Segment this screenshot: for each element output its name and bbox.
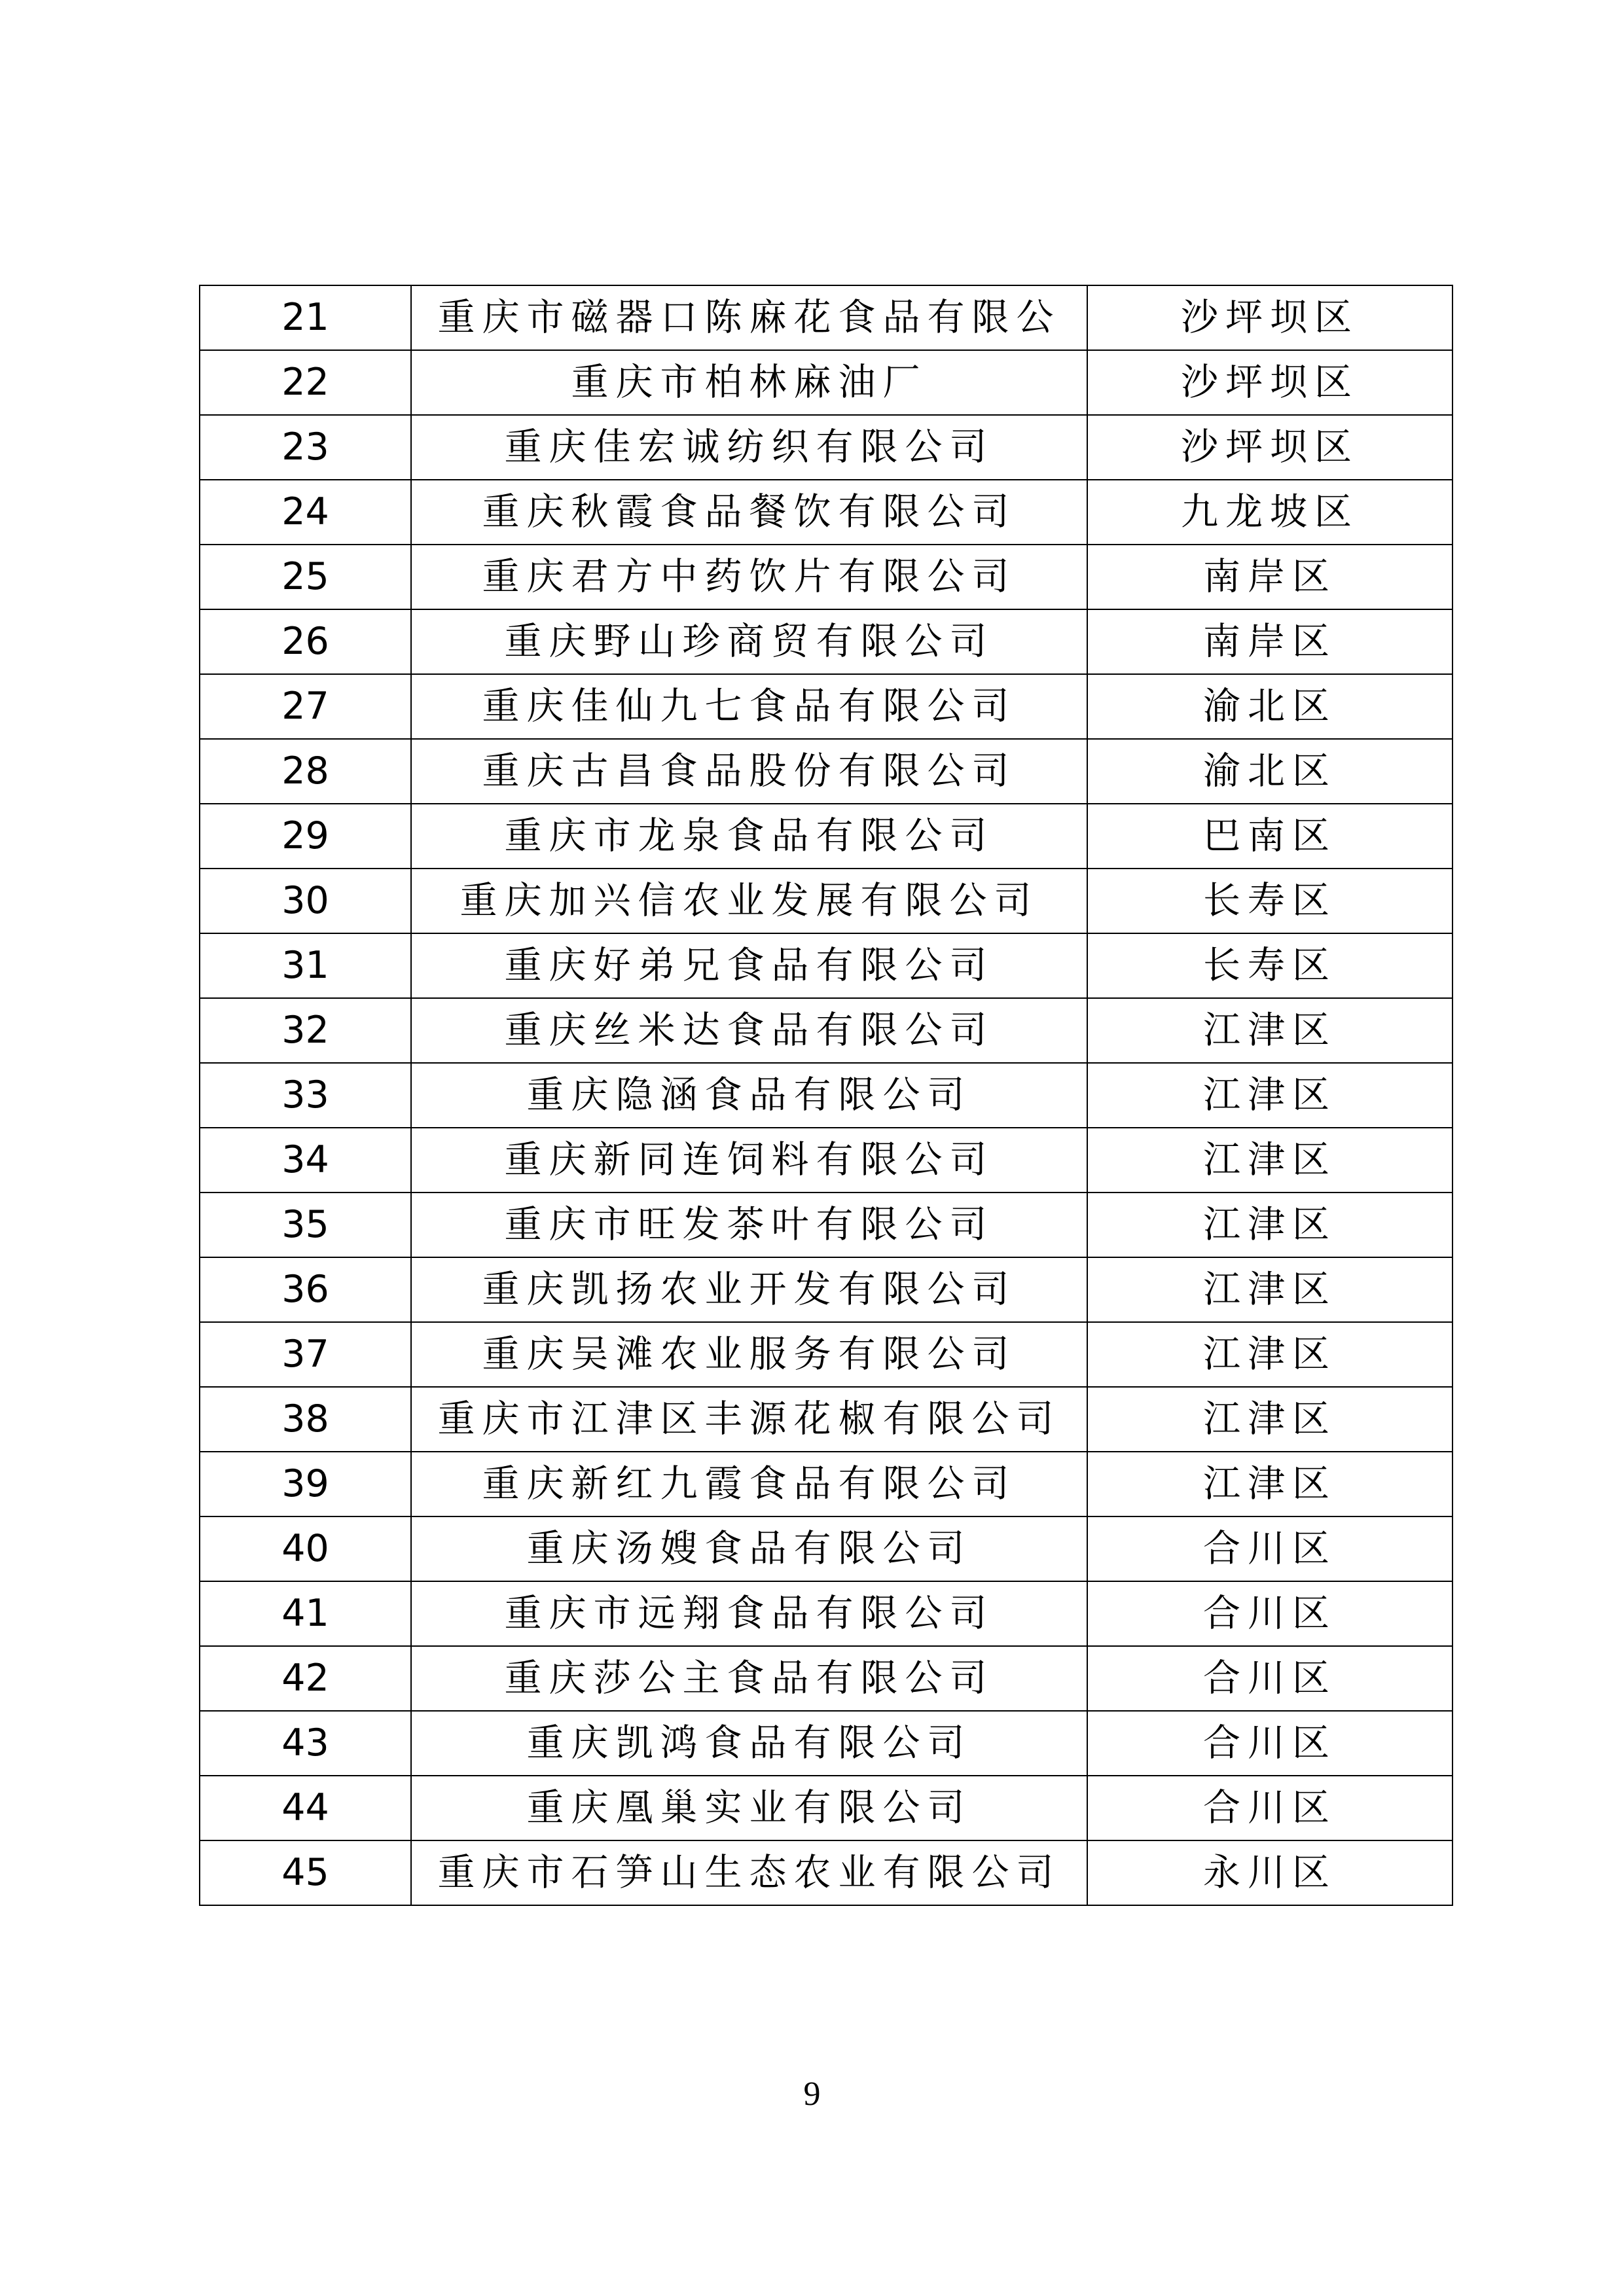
- row-index-cell: 32: [200, 998, 411, 1063]
- company-name-cell: 重庆市石笋山生态农业有限公司: [411, 1840, 1087, 1905]
- row-index-cell: 44: [200, 1776, 411, 1840]
- table-row: [200, 1452, 1453, 1516]
- row-index-cell: 24: [200, 480, 411, 545]
- table-row: [200, 739, 1453, 804]
- district-cell: 江津区: [1087, 998, 1453, 1063]
- district-cell: 沙坪坝区: [1087, 415, 1453, 480]
- company-name-cell: 重庆市江津区丰源花椒有限公司: [411, 1387, 1087, 1452]
- row-index-cell: 31: [200, 933, 411, 998]
- district-cell: 江津区: [1087, 1452, 1453, 1516]
- table-row: [200, 1776, 1453, 1840]
- district-cell: 合川区: [1087, 1581, 1453, 1646]
- table-row: [200, 1711, 1453, 1776]
- table-row: [200, 998, 1453, 1063]
- district-cell: 渝北区: [1087, 739, 1453, 804]
- row-index-cell: 41: [200, 1581, 411, 1646]
- row-index-cell: 39: [200, 1452, 411, 1516]
- company-name-cell: 重庆野山珍商贸有限公司: [411, 609, 1087, 674]
- district-cell: 合川区: [1087, 1776, 1453, 1840]
- district-cell: 长寿区: [1087, 933, 1453, 998]
- table-row: [200, 1257, 1453, 1322]
- company-name-cell: 重庆君方中药饮片有限公司: [411, 545, 1087, 609]
- company-table-body: [200, 285, 1453, 1905]
- district-cell: 合川区: [1087, 1646, 1453, 1711]
- district-cell: 巴南区: [1087, 804, 1453, 869]
- row-index-cell: 43: [200, 1711, 411, 1776]
- company-name-cell: 重庆好弟兄食品有限公司: [411, 933, 1087, 998]
- row-index-cell: 23: [200, 415, 411, 480]
- company-name-cell: 重庆市龙泉食品有限公司: [411, 804, 1087, 869]
- company-name-cell: 重庆加兴信农业发展有限公司: [411, 869, 1087, 933]
- row-index-cell: 26: [200, 609, 411, 674]
- row-index-cell: 22: [200, 350, 411, 415]
- row-index-cell: 38: [200, 1387, 411, 1452]
- district-cell: 沙坪坝区: [1087, 350, 1453, 415]
- company-name-cell: 重庆市柏林麻油厂: [411, 350, 1087, 415]
- row-index-cell: 36: [200, 1257, 411, 1322]
- table-row: [200, 933, 1453, 998]
- table-row: [200, 1387, 1453, 1452]
- district-cell: 江津区: [1087, 1193, 1453, 1257]
- row-index-cell: 45: [200, 1840, 411, 1905]
- row-index-cell: 30: [200, 869, 411, 933]
- company-name-cell: 重庆佳宏诚纺织有限公司: [411, 415, 1087, 480]
- row-index-cell: 40: [200, 1516, 411, 1581]
- table-row: [200, 1322, 1453, 1387]
- table-row: [200, 480, 1453, 545]
- table-row: [200, 1128, 1453, 1193]
- row-index-cell: 27: [200, 674, 411, 739]
- company-name-cell: 重庆隐涵食品有限公司: [411, 1063, 1087, 1128]
- table-row: [200, 674, 1453, 739]
- company-name-cell: 重庆莎公主食品有限公司: [411, 1646, 1087, 1711]
- district-cell: 江津区: [1087, 1128, 1453, 1193]
- company-name-cell: 重庆凰巢实业有限公司: [411, 1776, 1087, 1840]
- district-cell: 江津区: [1087, 1257, 1453, 1322]
- district-cell: 永川区: [1087, 1840, 1453, 1905]
- table-row: [200, 804, 1453, 869]
- district-cell: 江津区: [1087, 1063, 1453, 1128]
- company-table: [199, 285, 1453, 1906]
- row-index-cell: 35: [200, 1193, 411, 1257]
- company-name-cell: 重庆市磁器口陈麻花食品有限公: [411, 285, 1087, 350]
- district-cell: 九龙坡区: [1087, 480, 1453, 545]
- district-cell: 南岸区: [1087, 545, 1453, 609]
- row-index-cell: 37: [200, 1322, 411, 1387]
- company-name-cell: 重庆市旺发茶叶有限公司: [411, 1193, 1087, 1257]
- company-name-cell: 重庆新同连饲料有限公司: [411, 1128, 1087, 1193]
- company-name-cell: 重庆市远翔食品有限公司: [411, 1581, 1087, 1646]
- company-name-cell: 重庆佳仙九七食品有限公司: [411, 674, 1087, 739]
- row-index-cell: 25: [200, 545, 411, 609]
- company-name-cell: 重庆凯扬农业开发有限公司: [411, 1257, 1087, 1322]
- table-row: [200, 545, 1453, 609]
- district-cell: 沙坪坝区: [1087, 285, 1453, 350]
- page-number: 9: [803, 2075, 821, 2113]
- company-name-cell: 重庆新红九霞食品有限公司: [411, 1452, 1087, 1516]
- row-index-cell: 28: [200, 739, 411, 804]
- company-name-cell: 重庆凯鸿食品有限公司: [411, 1711, 1087, 1776]
- company-name-cell: 重庆古昌食品股份有限公司: [411, 739, 1087, 804]
- company-name-cell: 重庆丝米达食品有限公司: [411, 998, 1087, 1063]
- district-cell: 江津区: [1087, 1322, 1453, 1387]
- district-cell: 江津区: [1087, 1387, 1453, 1452]
- row-index-cell: 42: [200, 1646, 411, 1711]
- table-row: [200, 1193, 1453, 1257]
- table-row: [200, 1840, 1453, 1905]
- district-cell: 渝北区: [1087, 674, 1453, 739]
- row-index-cell: 34: [200, 1128, 411, 1193]
- district-cell: 合川区: [1087, 1516, 1453, 1581]
- table-row: [200, 609, 1453, 674]
- row-index-cell: 33: [200, 1063, 411, 1128]
- district-cell: 长寿区: [1087, 869, 1453, 933]
- row-index-cell: 29: [200, 804, 411, 869]
- table-row: [200, 1646, 1453, 1711]
- row-index-cell: 21: [200, 285, 411, 350]
- company-name-cell: 重庆汤嫂食品有限公司: [411, 1516, 1087, 1581]
- table-row: [200, 415, 1453, 480]
- district-cell: 南岸区: [1087, 609, 1453, 674]
- table-row: [200, 1581, 1453, 1646]
- company-name-cell: 重庆秋霞食品餐饮有限公司: [411, 480, 1087, 545]
- district-cell: 合川区: [1087, 1711, 1453, 1776]
- table-row: [200, 350, 1453, 415]
- table-row: [200, 1063, 1453, 1128]
- table-row: [200, 285, 1453, 350]
- table-row: [200, 1516, 1453, 1581]
- company-name-cell: 重庆吴滩农业服务有限公司: [411, 1322, 1087, 1387]
- table-row: [200, 869, 1453, 933]
